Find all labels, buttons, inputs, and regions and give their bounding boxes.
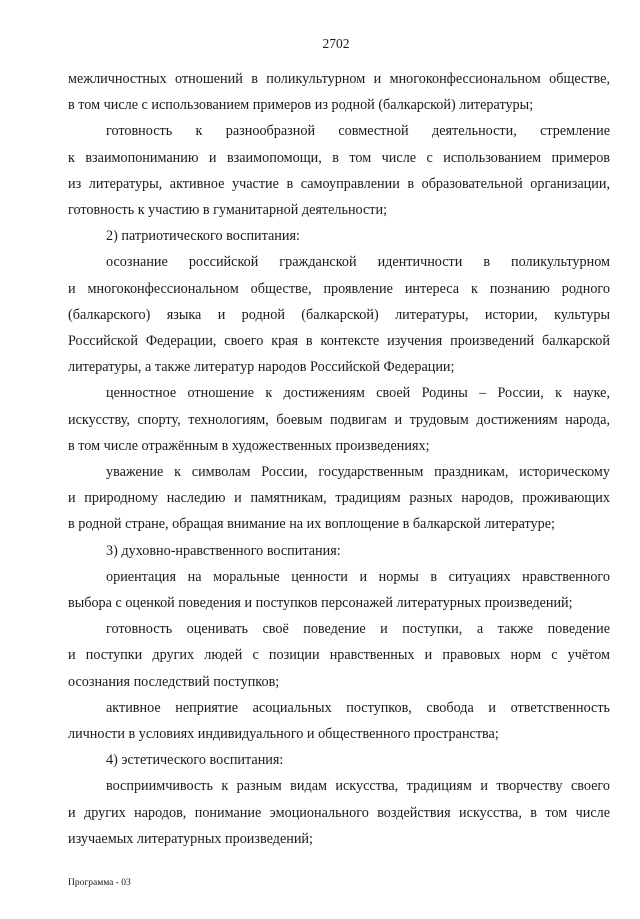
text-line: 2) патриотического воспитания: (106, 228, 300, 245)
text-line: выбора с оценкой поведения и поступков персонажей литературных произведений; (68, 595, 573, 612)
text-line: ценностное отношение к достижениям своей Родины – России, к науке, (106, 385, 610, 402)
paragraph (68, 695, 610, 747)
document-body (68, 66, 610, 852)
text-line: искусству, спорту, технологиям, боевым подвигам и трудовым достижениям народа, (68, 411, 610, 428)
section-heading (68, 747, 610, 773)
text-line: в родной стране, обращая внимание на их воплощение в балкарской литературе; (68, 516, 555, 533)
paragraph (68, 249, 610, 380)
text-line: готовность к участию в гуманитарной деятельности; (68, 202, 388, 219)
paragraph (68, 118, 610, 223)
paragraph (68, 773, 610, 852)
text-line: 4) эстетического воспитания: (106, 752, 284, 769)
text-line: восприимчивость к разным видам искусства, традициям и творчеству своего (106, 778, 610, 795)
text-line: межличностных отношений в поликультурном и многоконфессиональном обществе, (68, 71, 610, 87)
page-number: 2702 (322, 36, 350, 51)
text-line: уважение к символам России, государственным праздникам, историческому (106, 464, 610, 481)
text-line: из литературы, активное участие в самоуправлении в образовательной организации, (68, 175, 610, 192)
text-line: готовность оценивать своё поведение и поступки, а также поведение (106, 621, 610, 638)
text-line: (балкарского) языка и родной (балкарской) литературы, истории, культуры (68, 306, 610, 323)
text-line: и поступки других людей с позиции нравственных и правовых норм с учётом (68, 647, 610, 664)
text-line: осознание российской гражданской идентичности в поликультурном (106, 254, 610, 271)
text-line: осознания последствий поступков; (68, 673, 280, 690)
paragraph (68, 380, 610, 459)
section-heading (68, 223, 610, 249)
text-line: Российской Федерации, своего края в контексте изучения произведений балкарской (68, 333, 610, 350)
text-line: в том числе отражённым в художественных произведениях; (68, 437, 430, 454)
paragraph (68, 616, 610, 695)
text-line: литературы, а также литератур народов Российской Федерации; (68, 359, 455, 376)
text-line: и природному наследию и памятникам, традициям разных народов, проживающих (68, 490, 610, 507)
text-line: личности в условиях индивидуального и общественного пространства; (68, 726, 499, 743)
text-line: и других народов, понимание эмоционального воздействия искусства, в том числе (68, 804, 610, 821)
text-line: 3) духовно-нравственного воспитания: (106, 542, 341, 559)
paragraph (68, 66, 610, 118)
footer-label: Программа - 03 (68, 878, 131, 888)
text-line: ориентация на моральные ценности и нормы в ситуациях нравственного (106, 568, 610, 585)
paragraph (68, 459, 610, 538)
text-line: и многоконфессиональном обществе, проявление интереса к познанию родного (68, 280, 610, 297)
text-line: в том числе с использованием примеров из родной (балкарской) литературы; (68, 97, 534, 114)
paragraph (68, 564, 610, 616)
text-line: к взаимопониманию и взаимопомощи, в том числе с использованием примеров (68, 149, 610, 166)
text-line: готовность к разнообразной совместной деятельности, стремление (106, 123, 610, 140)
section-heading (68, 538, 610, 564)
text-line: изучаемых литературных произведений; (68, 830, 313, 847)
text-line: активное неприятие асоциальных поступков, свобода и ответственность (106, 699, 610, 716)
